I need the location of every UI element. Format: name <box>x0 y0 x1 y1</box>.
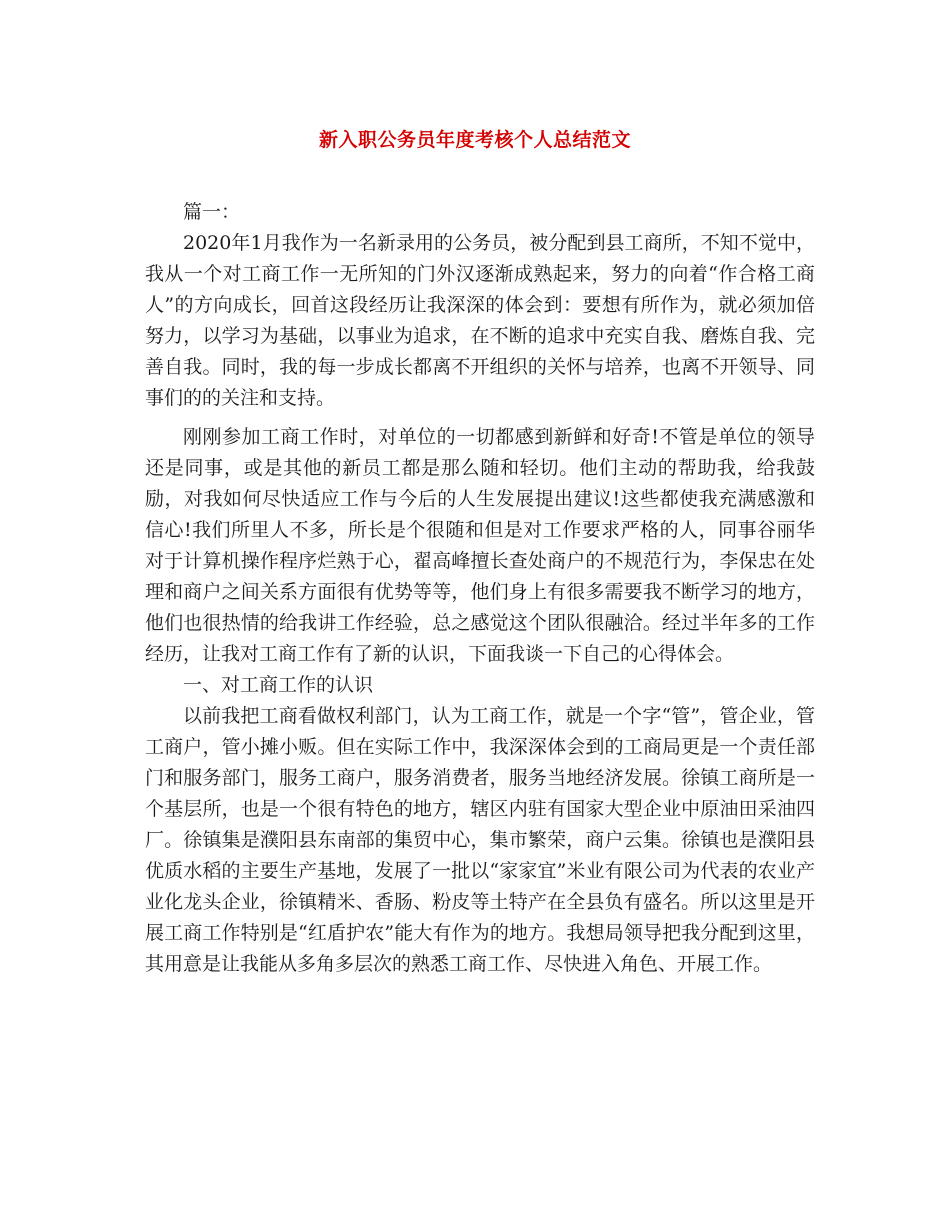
document-title: 新入职公务员年度考核个人总结范文 <box>318 129 631 151</box>
document-body <box>145 197 815 980</box>
body-paragraph: 刚刚参加工商工作时，对单位的一切都感到新鲜和好奇!不管是单位的领导还是同事，或是其他的新员工都是那么随和轻切。他们主动的帮助我，给我鼓励，对我如何尽快适应工作与今后的人生发展提出建议!这些都使我充满感激和信心!我们所里人不多，所长是个很随和但是对工作要求严格的人，同事谷丽华对于计算机操作程序烂熟于心，翟高峰擅长查处商户的不规范行为，李保忠在处理和商户之间关系方面很有优势等等，他们身上有很多需要我不断学习的地方，他们也很热情的给我讲工作经验，总之感觉这个团队很融洽。经过半年多的工作经历，让我对工商工作有了新的认识，下面我谈一下自己的心得体会。 <box>145 426 815 665</box>
body-paragraph: 以前我把工商看做权利部门，认为工商工作，就是一个字“管”，管企业，管工商户，管小摊小贩。但在实际工作中，我深深体会到的工商局更是一个责任部门和服务部门，服务工商户，服务消费者，服务当地经济发展。徐镇工商所是一个基层所，也是一个很有特色的地方，辖区内驻有国家大型企业中原油田采油四厂。徐镇集是濮阳县东南部的集贸中心，集市繁荣，商户云集。徐镇也是濮阳县优质水稻的主要生产基地，发展了一批以“家家宜”米业有限公司为代表的农业产业化龙头企业，徐镇精米、香肠、粉皮等土特产在全县负有盛名。所以这里是开展工商工作特别是“红盾护农”能大有作为的地方。我想局领导把我分配到这里，其用意是让我能从多角多层次的熟悉工商工作、尽快进入角色、开展工作。 <box>145 705 815 975</box>
body-paragraph: 2020年1月我作为一名新录用的公务员，被分配到县工商所，不知不觉中，我从一个对工商工作一无所知的门外汉逐渐成熟起来，努力的向着“作合格工商人”的方向成长，回首这段经历让我深深的体会到：要想有所作为，就必须加倍努力，以学习为基础，以事业为追求，在不断的追求中充实自我、磨炼自我、完善自我。同时，我的每一步成长都离不开组织的关怀与培养，也离不开领导、同事们的的关注和支持。 <box>145 232 815 409</box>
section-heading-part-one: 篇一： <box>183 201 241 223</box>
section-heading: 一、对工商工作的认识 <box>183 674 374 696</box>
